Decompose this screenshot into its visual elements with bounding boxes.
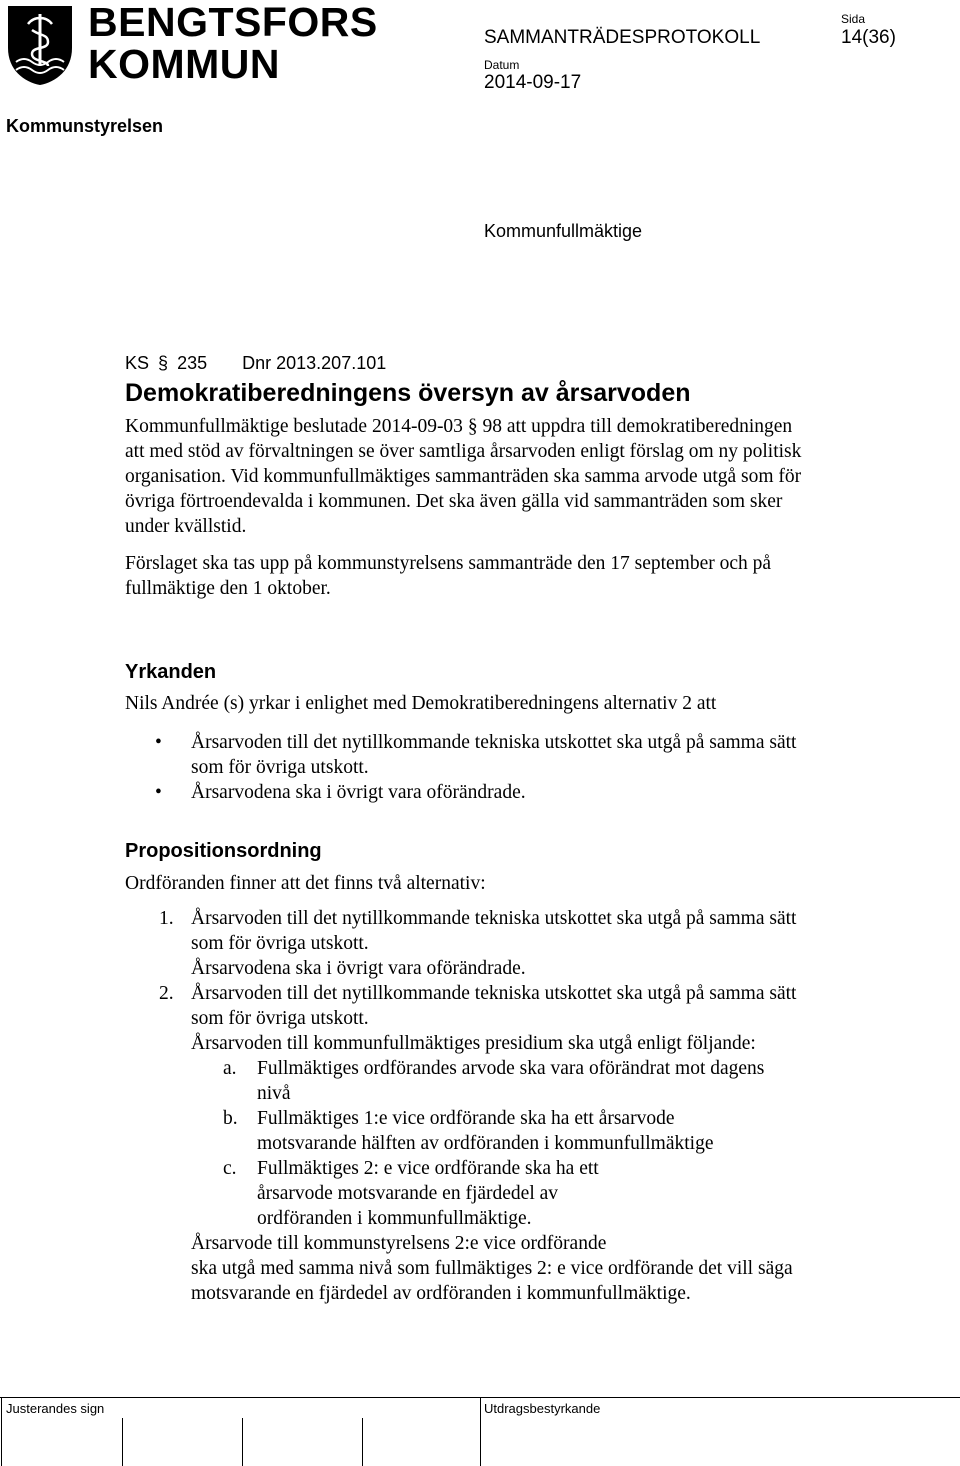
yrkanden-heading: Yrkanden bbox=[125, 661, 217, 683]
signature-box-divider bbox=[362, 1418, 363, 1466]
intro-text-a: Kommunfullmäktige beslutade 2014-09-03 bbox=[125, 416, 463, 437]
logo-wordmark-line2: KOMMUN bbox=[88, 41, 281, 87]
signature-box-divider bbox=[1, 1398, 2, 1466]
bullet-item bbox=[125, 730, 805, 780]
proposition-list bbox=[125, 906, 805, 1306]
item-line: Årsarvodena ska i övrigt vara oförändrade. bbox=[191, 958, 526, 979]
item-number: 2. bbox=[159, 983, 174, 1004]
subitem-text: Fullmäktiges ordförandes arvode ska vara oförändrat mot dagens nivå bbox=[257, 1058, 765, 1104]
item-line: Årsarvoden till kommunfullmäktiges presidium ska utgå enligt följande: bbox=[191, 1033, 756, 1054]
page-label: Sida bbox=[841, 12, 866, 26]
page-number: 14(36) bbox=[841, 27, 896, 48]
bullet-icon: • bbox=[155, 732, 162, 753]
subitem-letter: b. bbox=[223, 1108, 238, 1129]
proposition-text: Ordföranden finner att det finns två alternativ: bbox=[125, 873, 486, 894]
justerandes-label: Justerandes sign bbox=[6, 1401, 105, 1416]
utdrag-label: Utdragsbestyrkande bbox=[484, 1401, 601, 1416]
intro-text-b: 98 att uppdra till demokratiberedningen att med stöd av förvaltningen se över samtliga årsarvoden enligt förslag om ny politisk organisation. Vid kommunfullmäktiges sammanträden ska samma arvode utgå som för övriga förtroendevalda i kommunen. Det ska även gälla vid sammanträden som sker under kvällstid. bbox=[125, 416, 802, 537]
item-after-line: ska utgå med samma nivå som fullmäktiges 2: e vice ordförande det vill säga motsvarande en fjärdedel av ordföranden i kommunfullmäktige. bbox=[191, 1258, 793, 1304]
case-reference bbox=[125, 353, 386, 374]
bullet-text: Årsarvoden till det nytillkommande tekniska utskottet ska utgå på samma sätt som för övriga utskott. bbox=[191, 732, 797, 778]
municipal-crest bbox=[6, 4, 74, 86]
bullet-item bbox=[125, 780, 805, 805]
section-symbol: § bbox=[158, 353, 169, 373]
document-type: SAMMANTRÄDESPROTOKOLL bbox=[484, 27, 761, 48]
recipient: Kommunfullmäktige bbox=[484, 221, 643, 241]
date-label: Datum bbox=[484, 58, 520, 72]
dnr: Dnr 2013.207.101 bbox=[242, 353, 387, 373]
intro-section-symbol: § bbox=[467, 416, 478, 437]
body-name: Kommunstyrelsen bbox=[6, 116, 164, 136]
proposition-heading: Propositionsordning bbox=[125, 840, 322, 862]
signature-box-divider bbox=[480, 1398, 481, 1466]
proposition-item-1 bbox=[125, 906, 805, 981]
subitem-letter: a. bbox=[223, 1058, 237, 1079]
item-number: 1. bbox=[159, 908, 174, 929]
ks-prefix: KS bbox=[125, 353, 150, 373]
bullet-icon: • bbox=[155, 782, 162, 803]
intro-paragraph-2: Förslaget ska tas upp på kommunstyrelsens sammanträde den 17 september och på fullmäktige den 1 oktober. bbox=[125, 553, 772, 599]
subitem-letter: c. bbox=[223, 1158, 237, 1179]
subitem-c bbox=[191, 1156, 741, 1231]
date-value: 2014-09-17 bbox=[484, 72, 582, 93]
bullet-text: Årsarvodena ska i övrigt vara oförändrade. bbox=[191, 782, 526, 803]
subitem-list bbox=[191, 1056, 765, 1231]
logo-wordmark-line1: BENGTSFORS bbox=[88, 0, 378, 45]
item-after-line: Årsarvode till kommunstyrelsens 2:e vice ordförande bbox=[191, 1233, 607, 1254]
signature-box-divider bbox=[242, 1418, 243, 1466]
subitem-text: Fullmäktiges 2: e vice ordförande ska ha ett årsarvode motsvarande en fjärdedel av ordföranden i kommunfullmäktige. bbox=[257, 1158, 599, 1229]
yrkanden-text: Nils Andrée (s) yrkar i enlighet med Demokratiberedningens alternativ 2 att bbox=[125, 693, 717, 714]
item-line: Årsarvoden till det nytillkommande tekniska utskottet ska utgå på samma sätt som för övriga utskott. bbox=[191, 908, 797, 954]
proposition-item-2 bbox=[125, 981, 805, 1306]
subitem-b bbox=[191, 1106, 741, 1156]
subitem-text: Fullmäktiges 1:e vice ordförande ska ha ett årsarvode motsvarande hälften av ordföranden i kommunfullmäktige bbox=[257, 1108, 714, 1154]
crest-icon bbox=[6, 4, 74, 86]
signature-box-divider bbox=[122, 1418, 123, 1466]
item-line: Årsarvoden till det nytillkommande tekniska utskottet ska utgå på samma sätt som för övriga utskott. bbox=[191, 983, 797, 1029]
intro-section bbox=[125, 414, 805, 601]
yrkanden-bullet-list bbox=[125, 730, 805, 805]
subitem-a bbox=[191, 1056, 765, 1106]
ks-number: 235 bbox=[177, 353, 208, 373]
case-title: Demokratiberedningens översyn av årsarvoden bbox=[125, 379, 691, 407]
intro-paragraph-1 bbox=[125, 414, 805, 539]
